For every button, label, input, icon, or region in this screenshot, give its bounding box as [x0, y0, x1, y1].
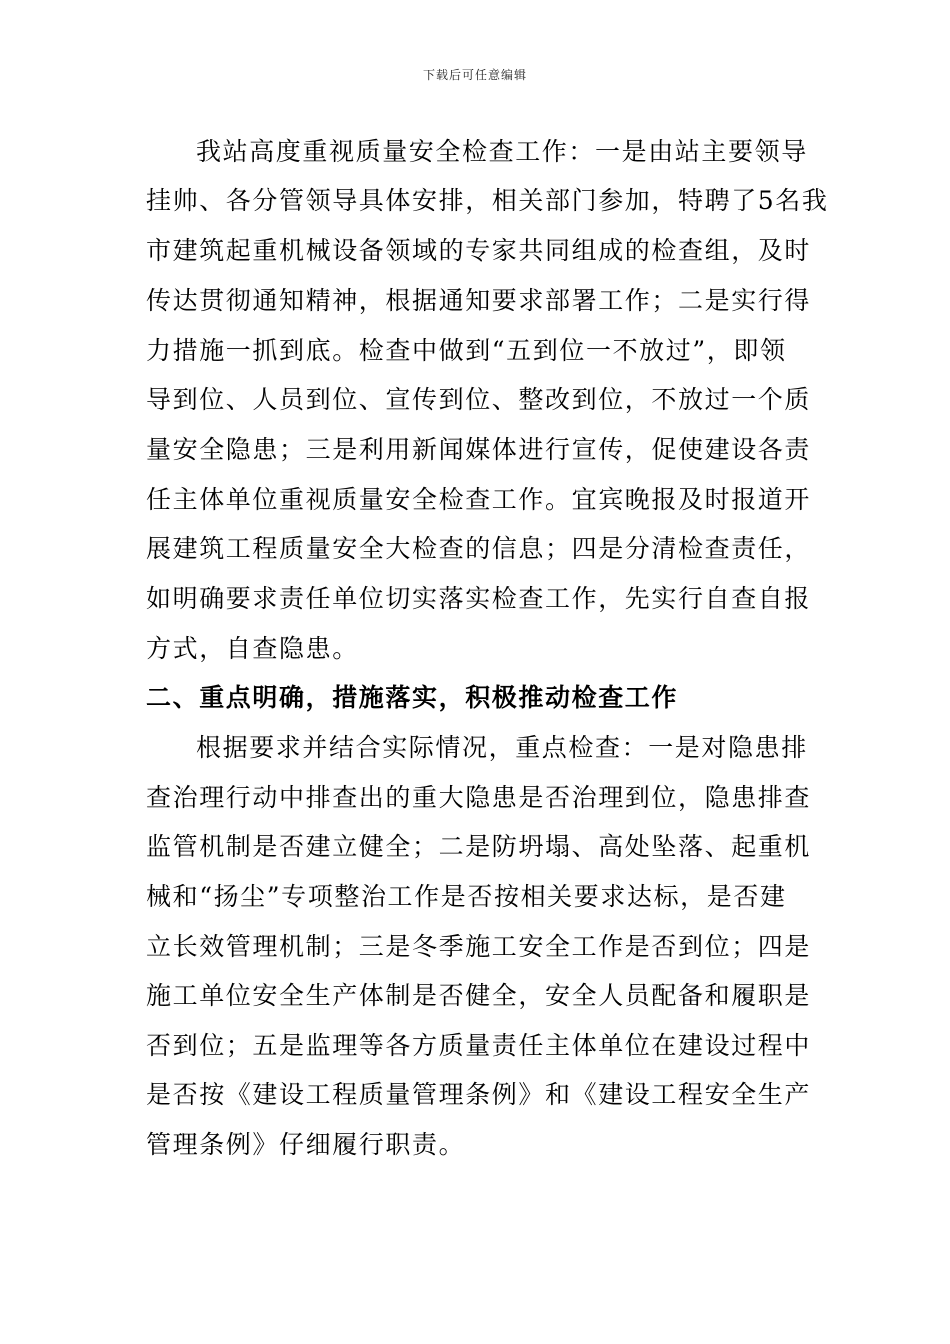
paragraph-line: 任主体单位重视质量安全检查工作。宜宾晚报及时报道开	[146, 485, 812, 514]
paragraph-line: 市建筑起重机械设备领域的专家共同组成的检查组，及时	[146, 236, 812, 265]
header-note: 下载后可任意编辑	[422, 68, 527, 82]
paragraph-line: 根据要求并结合实际情况，重点检查：一是对隐患排	[196, 733, 808, 762]
paragraph-line: 是否按《建设工程质量管理条例》和《建设工程安全生产	[146, 1080, 812, 1109]
paragraph-line: 挂帅、各分管领导具体安排，相关部门参加，特聘了5名我	[146, 186, 829, 215]
paragraph-line: 监管机制是否建立健全；二是防坍塌、高处坠落、起重机	[146, 832, 812, 861]
paragraph-line: 展建筑工程质量安全大检查的信息；四是分清检查责任，	[146, 534, 812, 563]
paragraph-line: 械和“扬尘”专项整治工作是否按相关要求达标，是否建	[146, 882, 787, 911]
paragraph-line: 力措施一抓到底。检查中做到“五到位一不放过”，即领	[146, 336, 787, 365]
paragraph-line: 立长效管理机制；三是冬季施工安全工作是否到位；四是	[146, 932, 812, 961]
paragraph-line: 量安全隐患；三是利用新闻媒体进行宣传，促使建设各责	[146, 435, 812, 464]
paragraph-line: 否到位；五是监理等各方质量责任主体单位在建设过程中	[146, 1031, 812, 1060]
section-heading: 二、重点明确，措施落实，积极推动检查工作	[146, 683, 679, 712]
paragraph-line: 方式，自查隐患。	[146, 634, 359, 663]
paragraph-line: 管理条例》仔细履行职责。	[146, 1130, 466, 1159]
paragraph-line: 如明确要求责任单位切实落实检查工作，先实行自查自报	[146, 584, 812, 613]
paragraph-line: 我站高度重视质量安全检查工作：一是由站主要领导	[196, 137, 808, 166]
paragraph-line: 查治理行动中排查出的重大隐患是否治理到位，隐患排查	[146, 783, 812, 812]
paragraph-line: 导到位、人员到位、宣传到位、整改到位，不放过一个质	[146, 385, 812, 414]
paragraph-line: 传达贯彻通知精神，根据通知要求部署工作；二是实行得	[146, 286, 812, 315]
paragraph-line: 施工单位安全生产体制是否健全，安全人员配备和履职是	[146, 981, 812, 1010]
